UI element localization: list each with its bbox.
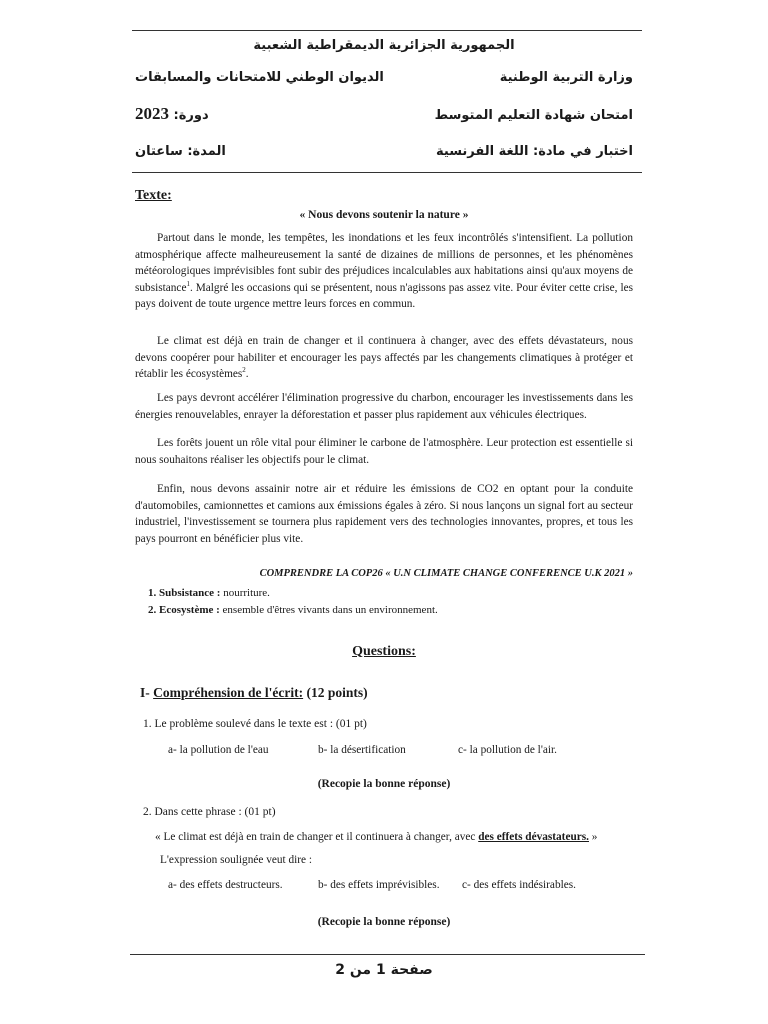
office-label: الديوان الوطني للامتحانات والمسابقات bbox=[135, 70, 384, 85]
question-1: 1. Le problème soulevé dans le texte est : (01 pt) bbox=[143, 718, 367, 730]
text-title: « Nous devons soutenir la nature » bbox=[299, 209, 469, 221]
texte-heading: Texte: bbox=[135, 188, 172, 203]
q2-option-a: a- des effets destructeurs. bbox=[168, 879, 283, 891]
page-number: صفحة 1 من 2 bbox=[335, 962, 433, 978]
text-source: COMPRENDRE LA COP26 « U.N CLIMATE CHANGE CONFERENCE U.K 2021 » bbox=[259, 568, 633, 579]
q2-quote-start: « Le climat est déjà en train de changer et il continuera à changer, avec bbox=[155, 831, 479, 843]
footnote-1-def: nourriture. bbox=[220, 587, 270, 599]
footnote-2-term: 2. Ecosystème : bbox=[148, 604, 220, 616]
section-title: Compréhension de l'écrit: bbox=[153, 685, 304, 700]
footnote-2-def: ensemble d'êtres vivants dans un environnement. bbox=[219, 604, 438, 616]
paragraph-1 bbox=[135, 230, 633, 313]
p5-text: Enfin, nous devons assainir notre air et réduire les émissions de CO2 en optant pour la conduite d'automobiles, camionnettes et camions aux émissions égales à zéro. Si nous lançons un signal fort au secteur industriel, l'investissement se tournera plus rapidement vers des technologies innovantes, propres, et tous les pays pourront en bénéficier plus vite. bbox=[135, 483, 633, 545]
footnote-1 bbox=[148, 585, 270, 601]
p1-text-b: . Malgré les occasions qui se présentent, nous n'agissons pas assez vite. Pour éviter cette crise, les pays doivent de toute urgence mettre leurs forces en commun. bbox=[135, 281, 633, 311]
subject-label: اختبار في مادة: اللغة الفرنسية bbox=[436, 144, 633, 159]
recopie-note-2: (Recopie la bonne réponse) bbox=[317, 916, 451, 928]
session-word: دورة: bbox=[173, 108, 209, 123]
section-number: I- bbox=[140, 685, 150, 700]
questions-heading: Questions: bbox=[352, 644, 416, 659]
q1-option-b: b- la désertification bbox=[318, 744, 406, 756]
paragraph-2 bbox=[135, 333, 633, 383]
p1-text-a: Partout dans le monde, les tempêtes, les inondations et les feux incontrôlés s'intensifient. La pollution atmosphérique affecte malheureusement la santé de dizaines de millions de personnes, et les phénomènes météorologiques imprévisibles font subir des préjudices incalculables aux habitations ainsi qu'aux moyens de subsistance bbox=[135, 232, 633, 294]
ministry-label: وزارة التربية الوطنية bbox=[499, 70, 633, 85]
p2-text-b: . bbox=[245, 368, 249, 381]
paragraph-5 bbox=[135, 481, 633, 547]
q2-underlined-expression: des effets dévastateurs. bbox=[478, 831, 589, 843]
header-rule bbox=[132, 172, 642, 173]
question-2: 2. Dans cette phrase : (01 pt) bbox=[143, 806, 276, 818]
q2-quote-end: » bbox=[588, 831, 598, 843]
duration-label: المدة: ساعتان bbox=[135, 144, 226, 159]
footnote-2 bbox=[148, 602, 438, 618]
recopie-note-1: (Recopie la bonne réponse) bbox=[317, 778, 451, 790]
session-year: 2023 bbox=[135, 104, 169, 123]
q2-expression-prompt: L'expression soulignée veut dire : bbox=[160, 854, 312, 866]
p2-text-a: Le climat est déjà en train de changer et il continuera à changer, avec des effets dévastateurs, nous devons coopérer pour habiliter et encourager les pays affectés par les changements climatiques à protéger et rétablir les écosystèmes bbox=[135, 335, 633, 381]
paragraph-4 bbox=[135, 435, 633, 468]
q1-option-a: a- la pollution de l'eau bbox=[168, 744, 269, 756]
p3-text: Les pays devront accélérer l'élimination progressive du charbon, encourager les investissements dans les énergies renouvelables, enrayer la déforestation et passer plus rapidement aux véhicules électriques. bbox=[135, 392, 633, 421]
paragraph-3 bbox=[135, 390, 633, 423]
exam-label: امتحان شهادة التعليم المتوسط bbox=[434, 108, 633, 123]
footnote-1-term: 1. Subsistance : bbox=[148, 587, 221, 599]
q2-option-b: b- des effets imprévisibles. bbox=[318, 879, 440, 891]
republic-title: الجمهورية الجزائرية الديمقراطية الشعبية bbox=[253, 38, 515, 53]
q2-option-c: c- des effets indésirables. bbox=[462, 879, 576, 891]
top-rule bbox=[132, 30, 642, 31]
footer-rule bbox=[130, 954, 645, 955]
p4-text: Les forêts jouent un rôle vital pour éliminer le carbone de l'atmosphère. Leur protection est essentielle si nous souhaitons réaliser les objectifs pour le climat. bbox=[135, 437, 633, 466]
q2-quote bbox=[155, 831, 597, 843]
section-points: (12 points) bbox=[303, 685, 368, 700]
footnote-ref-1: 1 bbox=[186, 280, 190, 289]
section-heading bbox=[140, 685, 368, 701]
footnote-ref-2: 2 bbox=[242, 366, 246, 375]
session-label bbox=[135, 104, 209, 124]
q1-option-c: c- la pollution de l'air. bbox=[458, 744, 557, 756]
